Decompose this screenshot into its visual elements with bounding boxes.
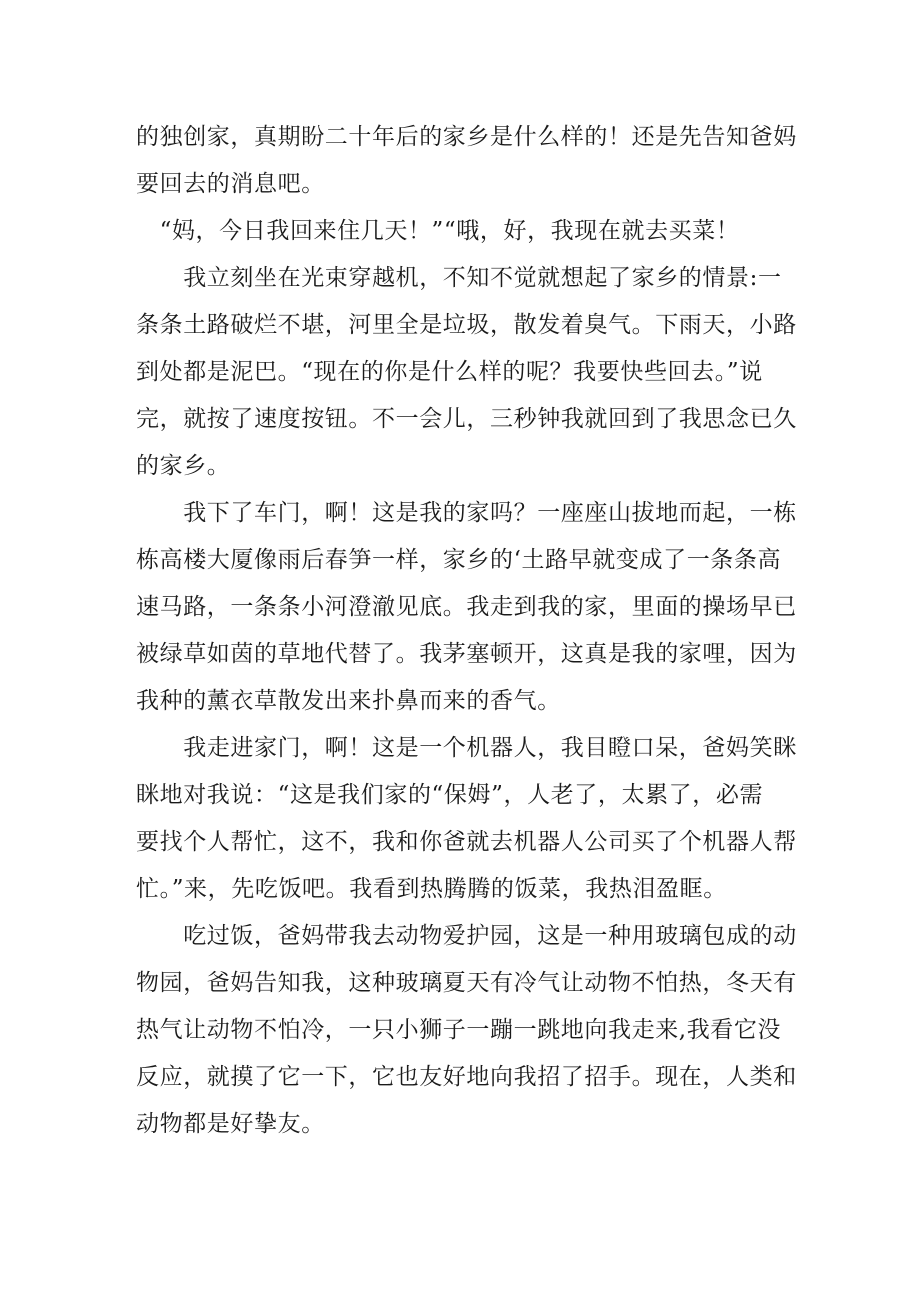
text-line: 条条土路破烂不堪，河里全是垃圾，散发着臭气。下雨天，小路 xyxy=(136,312,797,338)
text-line: 被绿草如茵的草地代替了。我茅塞顿开，这真是我的家哩，因为 xyxy=(136,641,797,667)
text-line: 到处都是泥巴。“现在的你是什么样的呢？我要快些回去。”说 xyxy=(136,359,763,385)
text-line: 反应，就摸了它一下，它也友好地向我招了招手。现在，人类和 xyxy=(136,1064,797,1090)
text-line: 速马路，一条条小河澄澈见底。我走到我的家，里面的操场早已 xyxy=(136,594,797,620)
text-line: 吃过饭，爸妈带我去动物爱护园，这是一种用玻璃包成的动 xyxy=(136,923,797,949)
text-line: 要找个人帮忙，这不，我和你爸就去机器人公司买了个机器人帮 xyxy=(136,829,797,855)
text-line: 眯地对我说：“这是我们家的“保姆”，人老了，太累了，必需 xyxy=(136,782,764,808)
text-line: 我种的薰衣草散发出来扑鼻而来的香气。 xyxy=(136,688,561,714)
text-line: 忙。”来，先吃饭吧。我看到热腾腾的饭菜，我热泪盈眶。 xyxy=(136,876,727,902)
text-line: 物园，爸妈告知我，这种玻璃夏天有冷气让动物不怕热，冬天有 xyxy=(136,970,797,996)
text-line: 的独创家，真期盼二十年后的家乡是什么样的！还是先告知爸妈 xyxy=(136,124,797,150)
text-line: 热气让动物不怕冷，一只小狮子一蹦一跳地向我走来,我看它没 xyxy=(136,1017,782,1043)
text-line: 我走进家门，啊！这是一个机器人，我目瞪口呆，爸妈笑眯 xyxy=(136,735,797,761)
text-line: 动物都是好挚友。 xyxy=(136,1111,325,1137)
text-line: “妈，今日我回来住几天！”“哦，好，我现在就去买菜！ xyxy=(136,218,740,244)
text-line: 栋高楼大厦像雨后春笋一样，家乡的‘土路早就变成了一条条高 xyxy=(136,547,782,573)
text-line: 我立刻坐在光束穿越机，不知不觉就想起了家乡的情景:一 xyxy=(136,265,782,291)
text-line: 我下了车门，啊！这是我的家吗？一座座山拔地而起，一栋 xyxy=(136,500,797,526)
text-line: 的家乡。 xyxy=(136,453,231,479)
text-line: 要回去的消息吧。 xyxy=(136,171,325,197)
text-line: 完，就按了速度按钮。不一会儿，三秒钟我就回到了我思念已久 xyxy=(136,406,797,432)
essay-body xyxy=(136,114,796,1148)
